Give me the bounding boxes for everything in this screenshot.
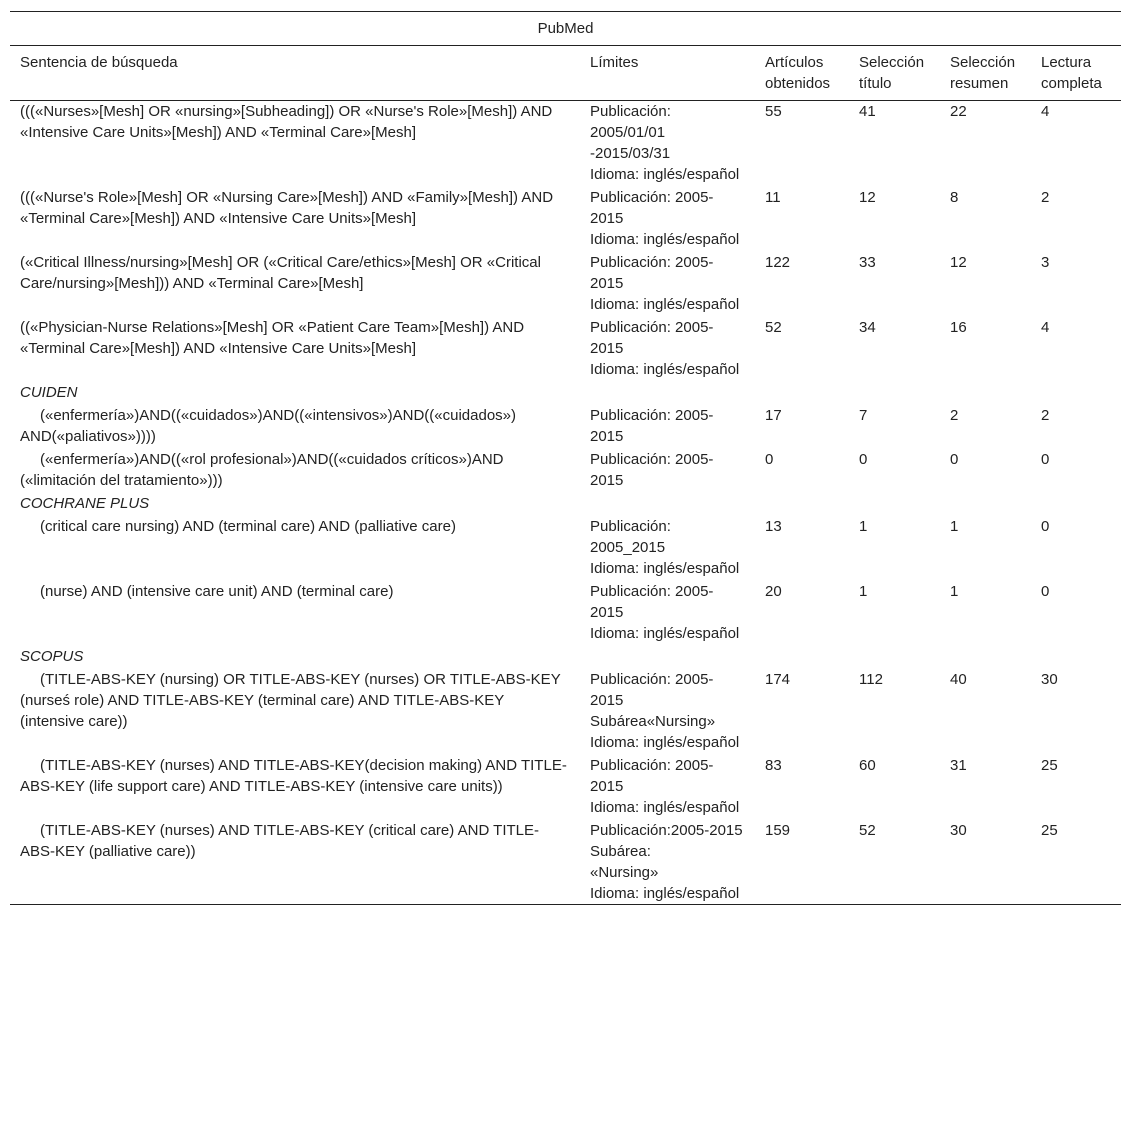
limits-cell (580, 755, 755, 820)
limit-line: Idioma: inglés/español (590, 799, 740, 816)
abstract-selection-cell: 22 (950, 103, 967, 120)
header-abstract-selection: Selección resumen (940, 46, 1031, 101)
abstract-selection-cell: 12 (950, 254, 967, 271)
limit-line: Publicación: 2005-2015 (590, 189, 714, 227)
limits-cell (580, 581, 755, 646)
query-text: (TITLE-ABS-KEY (nurses) AND TITLE-ABS-KEY(decision making) AND TITLE-ABS-KEY (life support care) AND TITLE-ABS-KEY (intensive care units)) (20, 757, 567, 795)
section-row-cochrane (10, 493, 1121, 516)
table-row (10, 516, 1121, 581)
title-selection-cell: 1 (859, 583, 868, 600)
query-cell (10, 669, 580, 755)
abstract-selection-cell: 31 (950, 757, 967, 774)
full-reading-cell: 0 (1041, 451, 1050, 468)
abstract-selection-cell: 40 (950, 671, 967, 688)
header-query: Sentencia de búsqueda (10, 46, 580, 101)
table-row (10, 252, 1121, 317)
table-row (10, 101, 1121, 188)
query-cell (10, 516, 580, 581)
full-reading-cell: 4 (1041, 103, 1050, 120)
limit-line: Idioma: inglés/español (590, 231, 740, 248)
full-reading-cell: 4 (1041, 319, 1050, 336)
table-caption: PubMed (10, 12, 1121, 46)
limit-line: Subárea«Nursing» (590, 713, 716, 730)
abstract-selection-cell: 16 (950, 319, 967, 336)
obtained-cell: 55 (765, 103, 782, 120)
limit-line: Idioma: inglés/español (590, 625, 740, 642)
limit-line: Idioma: inglés/español (590, 885, 740, 902)
title-selection-cell: 41 (859, 103, 876, 120)
table-row (10, 581, 1121, 646)
full-reading-cell: 2 (1041, 407, 1050, 424)
title-selection-cell: 52 (849, 820, 940, 905)
query-text: (critical care nursing) AND (terminal care) AND (palliative care) (40, 518, 456, 535)
full-reading-cell: 3 (1041, 254, 1050, 271)
header-full-reading: Lectura completa (1031, 46, 1121, 101)
query-cell (10, 449, 580, 493)
table-row (10, 405, 1121, 449)
query-cell (10, 820, 580, 905)
limits-cell (580, 516, 755, 581)
title-selection-cell: 33 (859, 254, 876, 271)
obtained-cell: 17 (765, 407, 782, 424)
query-text: (TITLE-ABS-KEY (nurses) AND TITLE-ABS-KEY (critical care) AND TITLE-ABS-KEY (palliative care)) (20, 822, 540, 860)
limit-line: Idioma: inglés/español (590, 166, 740, 183)
section-row-scopus (10, 646, 1121, 669)
limit-line: Publicación: 2005-2015 (590, 319, 714, 357)
abstract-selection-cell: 8 (950, 189, 959, 206)
title-selection-cell: 1 (859, 518, 868, 535)
limits-cell (580, 405, 755, 449)
table-body (10, 101, 1121, 905)
title-selection-cell: 0 (859, 451, 868, 468)
obtained-cell: 159 (755, 820, 849, 905)
full-reading-cell: 0 (1041, 518, 1050, 535)
title-selection-cell: 12 (859, 189, 876, 206)
limits-cell (580, 317, 755, 382)
header-limits: Límites (580, 46, 755, 101)
obtained-cell: 13 (765, 518, 782, 535)
limits-cell (580, 449, 755, 493)
table-row (10, 820, 1121, 905)
full-reading-cell: 25 (1041, 757, 1058, 774)
limits-cell (580, 187, 755, 252)
query-text: («enfermería»)AND((«rol profesional»)AND((«cuidados críticos»)AND («limitación del tratamiento»))) (20, 451, 504, 489)
table-row (10, 449, 1121, 493)
limit-line: Publicación: 2005-2015 (590, 407, 714, 445)
section-label-cuiden: CUIDEN (20, 384, 78, 401)
section-row-cuiden (10, 382, 1121, 405)
query-text: («enfermería»)AND((«cuidados»)AND((«intensivos»)AND((«cuidados») AND(«paliativos»)))) (20, 407, 517, 445)
title-selection-cell: 34 (859, 319, 876, 336)
limit-line: Publicación: 2005-2015 (590, 451, 714, 489)
limit-line: Publicación: 2005/01/01 -2015/03/31 (590, 103, 671, 162)
query-cell (10, 755, 580, 820)
limits-cell (580, 252, 755, 317)
table-row (10, 317, 1121, 382)
limit-line: Subárea: «Nursing» (590, 843, 659, 881)
abstract-selection-cell: 0 (950, 451, 959, 468)
limit-line: Publicación: 2005-2015 (590, 583, 714, 621)
limit-line: Publicación: 2005-2015 (590, 254, 714, 292)
limits-cell (580, 669, 755, 755)
obtained-cell: 0 (765, 451, 774, 468)
query-cell: ((«Physician-Nurse Relations»[Mesh] OR «Patient Care Team»[Mesh]) AND «Terminal Care»[Mesh]) AND «Intensive Care Units»[Mesh] (20, 319, 525, 357)
obtained-cell: 11 (765, 189, 781, 206)
limit-line: Publicación:2005-2015 (590, 822, 743, 839)
full-reading-cell: 25 (1031, 820, 1121, 905)
table-header-row (10, 46, 1121, 101)
query-text: (nurse) AND (intensive care unit) AND (terminal care) (40, 583, 394, 600)
limit-line: Idioma: inglés/español (590, 361, 740, 378)
abstract-selection-cell: 1 (950, 583, 959, 600)
header-obtained: Artículos obtenidos (755, 46, 849, 101)
full-reading-cell: 0 (1041, 583, 1050, 600)
table-row (10, 669, 1121, 755)
section-label-scopus: SCOPUS (20, 648, 84, 665)
obtained-cell: 20 (765, 583, 782, 600)
query-cell: (((«Nurses»[Mesh] OR «nursing»[Subheading]) OR «Nurse's Role»[Mesh]) AND «Intensive Care Units»[Mesh]) AND «Terminal Care»[Mesh] (20, 103, 553, 141)
limit-line: Idioma: inglés/español (590, 296, 740, 313)
section-label-cochrane: COCHRANE PLUS (20, 495, 150, 512)
query-cell: («Critical Illness/nursing»[Mesh] OR («Critical Care/ethics»[Mesh] OR «Critical Care/nursing»[Mesh])) AND «Terminal Care»[Mesh] (20, 254, 541, 292)
abstract-selection-cell: 1 (950, 518, 959, 535)
query-cell (10, 581, 580, 646)
limits-cell (580, 820, 755, 905)
table-caption-row (10, 12, 1121, 46)
title-selection-cell: 7 (859, 407, 868, 424)
abstract-selection-cell: 30 (940, 820, 1031, 905)
table-row (10, 187, 1121, 252)
obtained-cell: 83 (765, 757, 782, 774)
title-selection-cell: 60 (859, 757, 876, 774)
limit-line: Idioma: inglés/español (590, 734, 740, 751)
limits-cell (580, 101, 755, 188)
limit-line: Publicación: 2005-2015 (590, 671, 714, 709)
search-strategy-table (10, 11, 1121, 905)
obtained-cell: 122 (765, 254, 791, 271)
query-text: (TITLE-ABS-KEY (nursing) OR TITLE-ABS-KEY (nurses) OR TITLE-ABS-KEY (nurseś role) AND TITLE-ABS-KEY (terminal care) AND TITLE-ABS-KEY (intensive care)) (20, 671, 561, 730)
abstract-selection-cell: 2 (950, 407, 959, 424)
limit-line: Publicación: 2005_2015 (590, 518, 671, 556)
title-selection-cell: 112 (859, 671, 883, 688)
table-row (10, 755, 1121, 820)
limit-line: Idioma: inglés/español (590, 560, 740, 577)
obtained-cell: 174 (765, 671, 791, 688)
header-title-selection: Selección título (849, 46, 940, 101)
obtained-cell: 52 (765, 319, 782, 336)
full-reading-cell: 2 (1041, 189, 1050, 206)
query-cell (10, 405, 580, 449)
query-cell: (((«Nurse's Role»[Mesh] OR «Nursing Care»[Mesh]) AND «Family»[Mesh]) AND «Terminal Care»[Mesh]) AND «Intensive Care Units»[Mesh] (20, 189, 554, 227)
full-reading-cell: 30 (1041, 671, 1058, 688)
limit-line: Publicación: 2005-2015 (590, 757, 714, 795)
